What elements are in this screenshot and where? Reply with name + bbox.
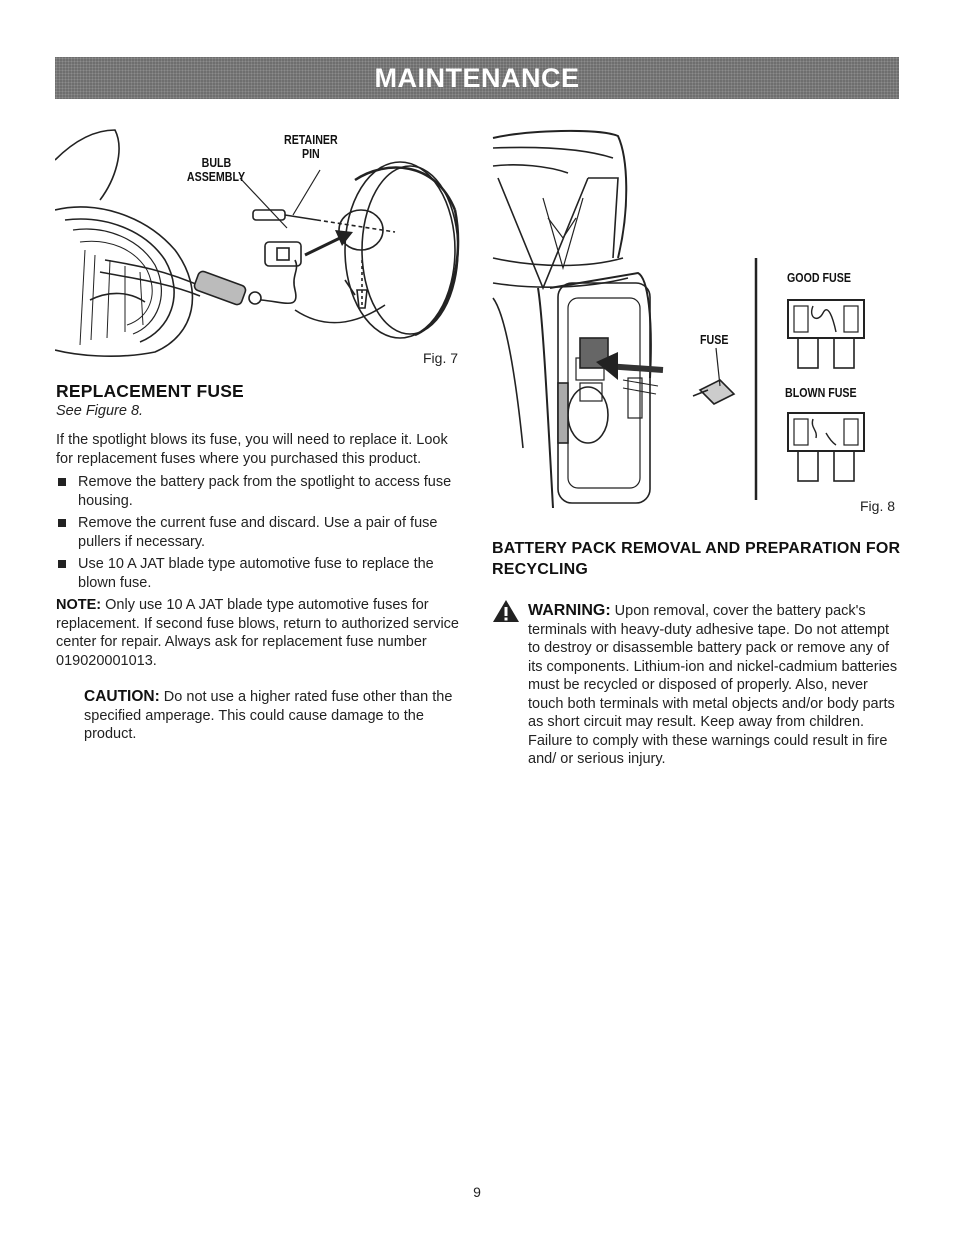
battery-section-heading: BATTERY PACK REMOVAL AND PREPARATION FOR RECYCLING [492, 540, 901, 578]
warning-triangle-icon [492, 599, 520, 629]
replacement-fuse-section [56, 380, 466, 744]
callout-retainer-pin: RETAINER PIN [284, 132, 338, 161]
warning-paragraph: WARNING: Upon removal, cover the battery pack's terminals with heavy-duty adhesive tape. Do not attempt to destroy or disassemble battery pack or remove any of its components. Lithium-ion and nickel-cadmium batteries must be recycled or disposed of properly. Also, never touch both terminals with metal objects and/or body parts as short circuit may result. Keep away from children. Failure to comply with these warnings could result in fire and/ or serious injury. [492, 602, 902, 769]
figure-7-label: Fig. 7 [423, 350, 459, 366]
note-paragraph: NOTE: Only use 10 A JAT blade type automotive fuses for replacement. If second fuse blows, return to authorized service center for repair. Always ask for replacement fuse number 019020001013. [56, 597, 459, 669]
figure-8-illustration [488, 118, 900, 528]
figure-8-label: Fig. 8 [860, 498, 896, 514]
callout-bulb-assembly: BULB ASSEMBLY [186, 155, 246, 184]
list-item: Remove the current fuse and discard. Use a pair of fuse pullers if necessary. [56, 514, 466, 551]
battery-recycling-section [492, 538, 902, 769]
section-title: MAINTENANCE [374, 62, 580, 93]
caution-label: CAUTION: [84, 688, 160, 705]
see-figure-reference: See Figure 8. [56, 403, 144, 419]
figure-7-illustration [55, 120, 465, 360]
caution-paragraph: CAUTION: Do not use a higher rated fuse other than the specified amperage. This could cause damage to the product. [84, 688, 453, 742]
callout-blown-fuse: BLOWN FUSE [785, 385, 857, 400]
callout-fuse: FUSE [700, 332, 729, 347]
replacement-steps-list [56, 473, 466, 592]
list-item: Remove the battery pack from the spotlight to access fuse housing. [56, 473, 466, 510]
bullet-square-icon [58, 560, 66, 568]
list-item: Use 10 A JAT blade type automotive fuse to replace the blown fuse. [56, 555, 466, 592]
note-label: NOTE: [56, 597, 102, 613]
section-header-bar [55, 57, 899, 99]
warning-label: WARNING: [528, 602, 611, 619]
replacement-fuse-heading: REPLACEMENT FUSE [56, 381, 244, 401]
replacement-fuse-intro: If the spotlight blows its fuse, you will need to replace it. Look for replacement fuses where you purchased this product. [56, 432, 448, 467]
bullet-square-icon [58, 478, 66, 486]
bullet-square-icon [58, 519, 66, 527]
page-number: 9 [473, 1184, 481, 1200]
callout-good-fuse: GOOD FUSE [787, 270, 851, 285]
